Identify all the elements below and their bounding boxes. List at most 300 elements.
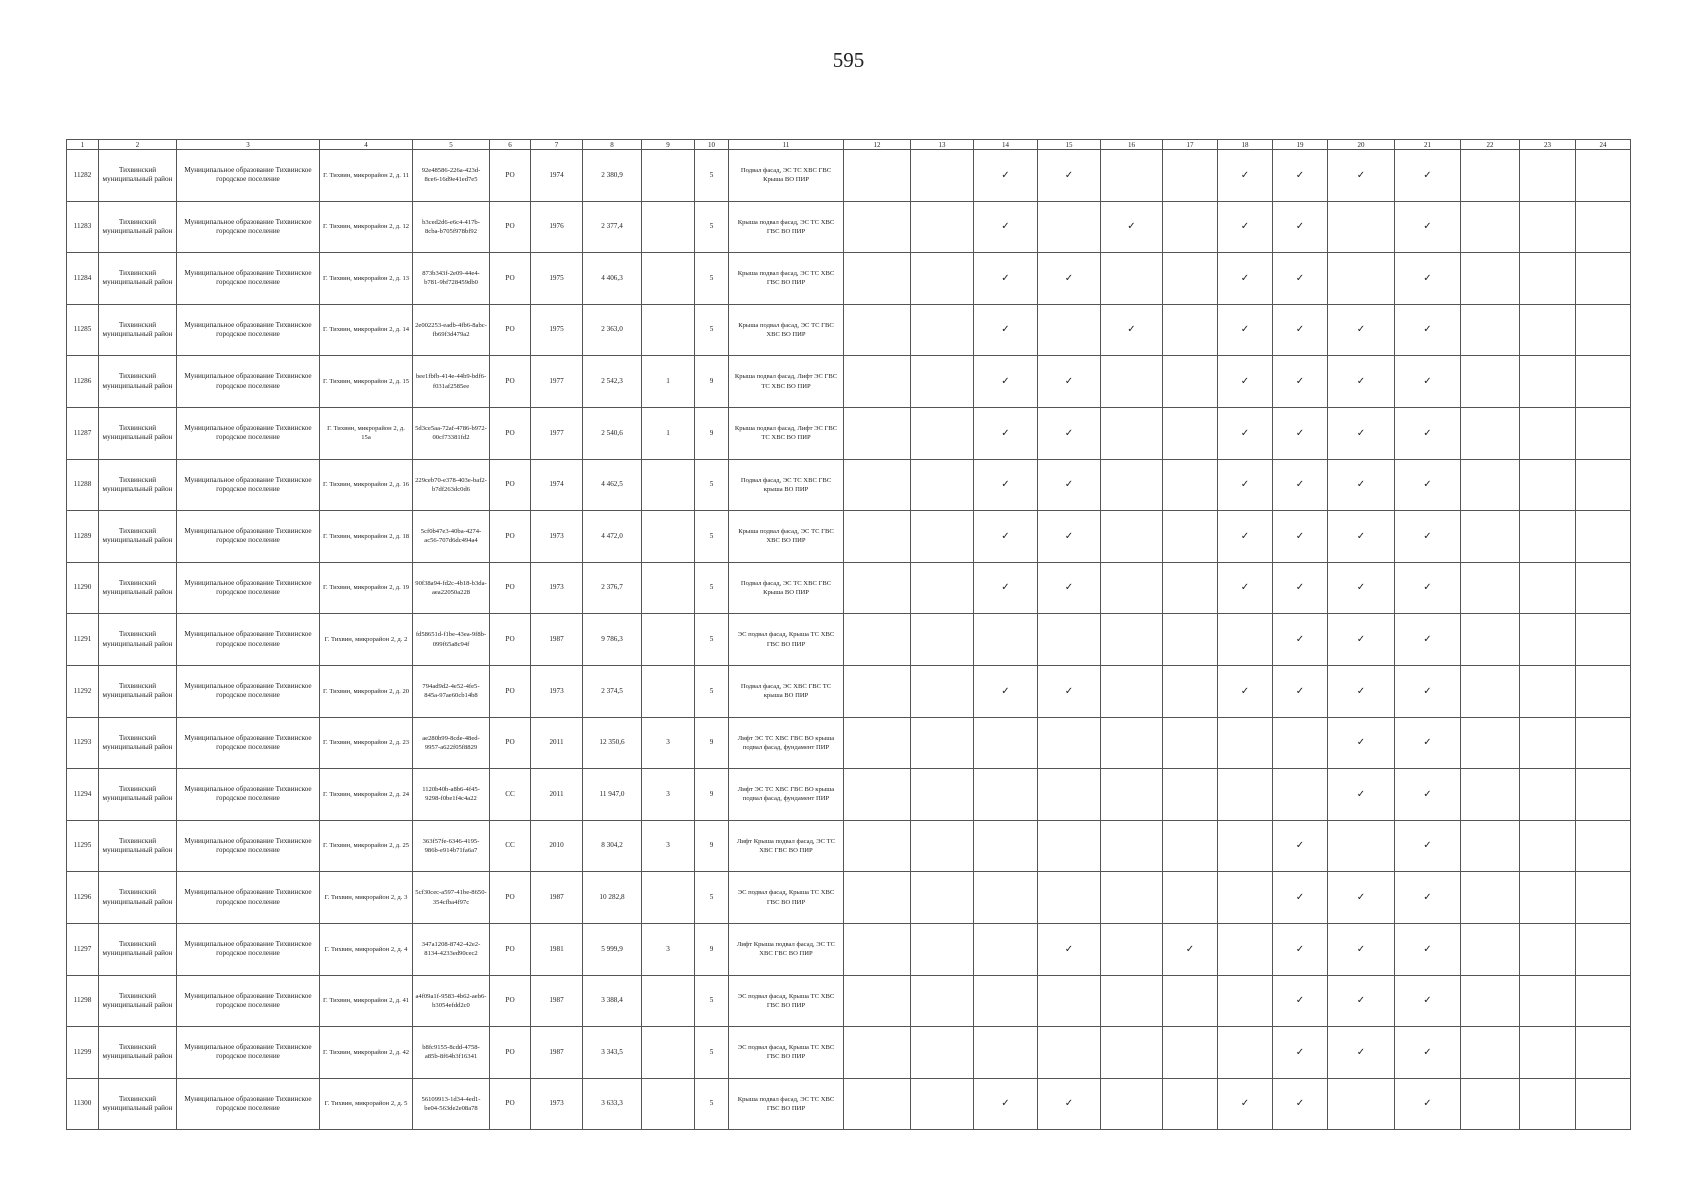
check-mark-icon: ✓ [1038,150,1101,202]
empty-cell [1101,562,1163,614]
empty-cell [1520,717,1576,769]
house-id-cell: 794ad9d2-4e52-4fe5-845a-97ae60cb14b8 [413,665,490,717]
empty-cell [1461,717,1520,769]
empty-cell [1328,201,1395,253]
elevator-count-cell: 3 [642,923,695,975]
empty-cell [1038,1027,1101,1079]
empty-cell [911,356,974,408]
column-number-14: 14 [974,140,1038,150]
empty-cell [1520,614,1576,666]
empty-cell [1520,150,1576,202]
year-built-cell: 1987 [531,872,583,924]
fund-form-cell: РО [490,975,531,1027]
fund-form-cell: РО [490,1078,531,1130]
empty-cell [911,614,974,666]
check-mark-icon: ✓ [1395,407,1461,459]
year-built-cell: 1981 [531,923,583,975]
empty-cell [1163,511,1218,563]
district-cell: Тихвинский муниципальный район [99,562,177,614]
row-number-cell: 11287 [67,407,99,459]
floors-cell: 9 [695,820,729,872]
empty-cell [1328,1078,1395,1130]
check-mark-icon: ✓ [1328,1027,1395,1079]
empty-cell [1461,459,1520,511]
municipality-cell: Муниципальное образование Тихвинское городское поселение [177,975,320,1027]
empty-cell [974,769,1038,821]
empty-cell [1101,614,1163,666]
check-mark-icon: ✓ [1395,614,1461,666]
column-number-18: 18 [1218,140,1273,150]
empty-cell [911,562,974,614]
empty-cell [1520,562,1576,614]
fund-form-cell: РО [490,1027,531,1079]
empty-cell [1461,201,1520,253]
works-list-cell: Крыша подвал фасад, ЭС ТС ГВС ХВС ВО ПИР [729,304,844,356]
fund-form-cell: РО [490,717,531,769]
fund-form-cell: РО [490,511,531,563]
check-mark-icon: ✓ [1273,975,1328,1027]
check-mark-icon: ✓ [1038,407,1101,459]
table-row [67,201,1631,253]
district-cell: Тихвинский муниципальный район [99,820,177,872]
empty-cell [1461,872,1520,924]
floors-cell: 9 [695,717,729,769]
check-mark-icon: ✓ [1273,201,1328,253]
check-mark-icon: ✓ [1395,201,1461,253]
table-row [67,975,1631,1027]
year-built-cell: 1973 [531,511,583,563]
empty-cell [1520,511,1576,563]
empty-cell [911,150,974,202]
house-id-cell: 92e48586-226a-423d-8ce6-16d9e41ed7e5 [413,150,490,202]
empty-cell [844,769,911,821]
table-row [67,562,1631,614]
address-cell: Г. Тихвин, микрорайон 2, д. 24 [320,769,413,821]
check-mark-icon: ✓ [1328,150,1395,202]
empty-cell [911,1078,974,1130]
column-number-21: 21 [1395,140,1461,150]
house-id-cell: a4f09a1f-9583-4b62-aeb6-b3054efdd2c0 [413,975,490,1027]
address-cell: Г. Тихвин, микрорайон 2, д. 14 [320,304,413,356]
district-cell: Тихвинский муниципальный район [99,304,177,356]
municipality-cell: Муниципальное образование Тихвинское городское поселение [177,150,320,202]
empty-cell [1328,820,1395,872]
empty-cell [1273,769,1328,821]
check-mark-icon: ✓ [1328,459,1395,511]
works-list-cell: Лифт ЭС ТС ХВС ГВС ВО крыша подвал фасад, фундамент ПИР [729,769,844,821]
area-cell: 4 472,0 [583,511,642,563]
empty-cell [1576,562,1631,614]
column-number-10: 10 [695,140,729,150]
empty-cell [1101,150,1163,202]
check-mark-icon: ✓ [1218,304,1273,356]
check-mark-icon: ✓ [1038,923,1101,975]
empty-cell [911,717,974,769]
empty-cell [1328,253,1395,305]
check-mark-icon: ✓ [1218,562,1273,614]
row-number-cell: 11293 [67,717,99,769]
works-list-cell: Подвал фасад, ЭС ТС ХВС ГВС Крыша ВО ПИР [729,150,844,202]
floors-cell: 9 [695,769,729,821]
column-number-9: 9 [642,140,695,150]
empty-cell [974,820,1038,872]
empty-cell [911,407,974,459]
table-row [67,407,1631,459]
house-id-cell: 5cf30cec-a597-41be-8650-354cfba4f97c [413,872,490,924]
year-built-cell: 1977 [531,356,583,408]
empty-cell [974,614,1038,666]
floors-cell: 9 [695,407,729,459]
empty-cell [1461,975,1520,1027]
elevator-count-cell [642,201,695,253]
check-mark-icon: ✓ [1218,356,1273,408]
address-cell: Г. Тихвин, микрорайон 2, д. 42 [320,1027,413,1079]
area-cell: 2 376,7 [583,562,642,614]
check-mark-icon: ✓ [1328,511,1395,563]
municipality-cell: Муниципальное образование Тихвинское городское поселение [177,665,320,717]
check-mark-icon: ✓ [1038,665,1101,717]
fund-form-cell: РО [490,407,531,459]
check-mark-icon: ✓ [1328,407,1395,459]
table-row [67,253,1631,305]
empty-cell [1576,459,1631,511]
check-mark-icon: ✓ [1273,665,1328,717]
floors-cell: 5 [695,150,729,202]
municipality-cell: Муниципальное образование Тихвинское городское поселение [177,459,320,511]
floors-cell: 5 [695,872,729,924]
empty-cell [1520,201,1576,253]
empty-cell [1520,820,1576,872]
row-number-cell: 11286 [67,356,99,408]
district-cell: Тихвинский муниципальный район [99,1078,177,1130]
empty-cell [1163,356,1218,408]
empty-cell [1101,872,1163,924]
check-mark-icon: ✓ [1038,253,1101,305]
year-built-cell: 2010 [531,820,583,872]
check-mark-icon: ✓ [1163,923,1218,975]
empty-cell [1038,975,1101,1027]
empty-cell [911,665,974,717]
check-mark-icon: ✓ [1395,150,1461,202]
year-built-cell: 2011 [531,717,583,769]
empty-cell [974,717,1038,769]
area-cell: 9 786,3 [583,614,642,666]
check-mark-icon: ✓ [1218,1078,1273,1130]
column-number-1: 1 [67,140,99,150]
check-mark-icon: ✓ [1273,820,1328,872]
empty-cell [1163,150,1218,202]
municipality-cell: Муниципальное образование Тихвинское городское поселение [177,201,320,253]
check-mark-icon: ✓ [1395,1078,1461,1130]
row-number-cell: 11282 [67,150,99,202]
check-mark-icon: ✓ [1273,304,1328,356]
area-cell: 2 540,6 [583,407,642,459]
empty-cell [1520,1027,1576,1079]
district-cell: Тихвинский муниципальный район [99,769,177,821]
address-cell: Г. Тихвин, микрорайон 2, д. 18 [320,511,413,563]
year-built-cell: 1975 [531,253,583,305]
empty-cell [1218,820,1273,872]
house-id-cell: 5cf0b47e3-40ba-4274-ac56-707d6dc494a4 [413,511,490,563]
check-mark-icon: ✓ [1218,511,1273,563]
empty-cell [1038,820,1101,872]
year-built-cell: 1973 [531,562,583,614]
empty-cell [1101,356,1163,408]
elevator-count-cell [642,614,695,666]
elevator-count-cell [642,150,695,202]
municipality-cell: Муниципальное образование Тихвинское городское поселение [177,923,320,975]
empty-cell [911,923,974,975]
municipality-cell: Муниципальное образование Тихвинское городское поселение [177,872,320,924]
check-mark-icon: ✓ [1273,150,1328,202]
municipality-cell: Муниципальное образование Тихвинское городское поселение [177,717,320,769]
works-list-cell: Подвал фасад, ЭС ТС ХВС ГВС крыша ВО ПИР [729,459,844,511]
works-list-cell: Подвал фасад, ЭС ТС ХВС ГВС Крыша ВО ПИР [729,562,844,614]
floors-cell: 9 [695,923,729,975]
district-cell: Тихвинский муниципальный район [99,459,177,511]
column-number-17: 17 [1163,140,1218,150]
municipality-cell: Муниципальное образование Тихвинское городское поселение [177,769,320,821]
address-cell: Г. Тихвин, микрорайон 2, д. 12 [320,201,413,253]
empty-cell [1218,923,1273,975]
empty-cell [844,665,911,717]
works-list-cell: Лифт Крыша подвал фасад, ЭС ТС ХВС ГВС ВО ПИР [729,820,844,872]
elevator-count-cell [642,665,695,717]
municipality-cell: Муниципальное образование Тихвинское городское поселение [177,820,320,872]
works-list-cell: Подвал фасад, ЭС ХВС ГВС ТС крыша ВО ПИР [729,665,844,717]
check-mark-icon: ✓ [1038,1078,1101,1130]
house-id-cell: b3ced2d6-e6c4-417b-8cba-b705f978bf92 [413,201,490,253]
elevator-count-cell: 3 [642,820,695,872]
elevator-count-cell: 3 [642,769,695,821]
fund-form-cell: РО [490,459,531,511]
empty-cell [844,150,911,202]
check-mark-icon: ✓ [974,459,1038,511]
empty-cell [1101,717,1163,769]
municipality-cell: Муниципальное образование Тихвинское городское поселение [177,511,320,563]
empty-cell [1576,769,1631,821]
works-list-cell: Крыша подвал фасад, ЭС ТС ГВС ХВС ВО ПИР [729,511,844,563]
empty-cell [1038,717,1101,769]
empty-cell [911,459,974,511]
empty-cell [1576,975,1631,1027]
check-mark-icon: ✓ [1273,1027,1328,1079]
fund-form-cell: РО [490,923,531,975]
column-number-24: 24 [1576,140,1631,150]
table-row [67,614,1631,666]
floors-cell: 5 [695,459,729,511]
area-cell: 3 633,3 [583,1078,642,1130]
house-id-cell: 2e002253-eadb-4fb6-8abc-fb69f3d479a2 [413,304,490,356]
area-cell: 10 282,8 [583,872,642,924]
empty-cell [1576,253,1631,305]
check-mark-icon: ✓ [1101,304,1163,356]
row-number-cell: 11295 [67,820,99,872]
check-mark-icon: ✓ [974,562,1038,614]
empty-cell [1520,459,1576,511]
empty-cell [1520,872,1576,924]
empty-cell [1163,820,1218,872]
floors-cell: 5 [695,1027,729,1079]
municipality-cell: Муниципальное образование Тихвинское городское поселение [177,614,320,666]
empty-cell [911,975,974,1027]
row-number-cell: 11289 [67,511,99,563]
check-mark-icon: ✓ [1101,201,1163,253]
empty-cell [1461,769,1520,821]
elevator-count-cell [642,253,695,305]
check-mark-icon: ✓ [1395,356,1461,408]
works-list-cell: Крыша подвал фасад, Лифт ЭС ГВС ТС ХВС ВО ПИР [729,407,844,459]
empty-cell [1461,820,1520,872]
empty-cell [1101,769,1163,821]
empty-cell [1038,872,1101,924]
works-list-cell: Крыша подвал фасад, ЭС ТС ХВС ГВС ВО ПИР [729,201,844,253]
area-cell: 3 343,5 [583,1027,642,1079]
empty-cell [1576,614,1631,666]
year-built-cell: 1974 [531,150,583,202]
check-mark-icon: ✓ [1395,820,1461,872]
municipality-cell: Муниципальное образование Тихвинское городское поселение [177,407,320,459]
check-mark-icon: ✓ [1395,511,1461,563]
empty-cell [1576,201,1631,253]
works-list-cell: ЭС подвал фасад, Крыша ТС ХВС ГВС ВО ПИР [729,1027,844,1079]
fund-form-cell: РО [490,872,531,924]
row-number-cell: 11298 [67,975,99,1027]
empty-cell [1576,304,1631,356]
address-cell: Г. Тихвин, микрорайон 2, д. 25 [320,820,413,872]
area-cell: 2 542,3 [583,356,642,408]
municipality-cell: Муниципальное образование Тихвинское городское поселение [177,1078,320,1130]
check-mark-icon: ✓ [1273,459,1328,511]
check-mark-icon: ✓ [974,356,1038,408]
district-cell: Тихвинский муниципальный район [99,872,177,924]
empty-cell [1163,459,1218,511]
column-number-20: 20 [1328,140,1395,150]
table-row [67,356,1631,408]
check-mark-icon: ✓ [1273,511,1328,563]
column-number-23: 23 [1520,140,1576,150]
empty-cell [911,304,974,356]
check-mark-icon: ✓ [1395,459,1461,511]
house-id-cell: fd58651d-f1be-43ea-9f8b-099f65a8c94f [413,614,490,666]
empty-cell [844,923,911,975]
address-cell: Г. Тихвин, микрорайон 2, д. 5 [320,1078,413,1130]
floors-cell: 5 [695,253,729,305]
district-cell: Тихвинский муниципальный район [99,975,177,1027]
row-number-cell: 11299 [67,1027,99,1079]
check-mark-icon: ✓ [1273,356,1328,408]
empty-cell [1461,407,1520,459]
table-body [67,150,1631,1130]
house-id-cell: 873b343f-2e09-44e4-b781-9bf728459db0 [413,253,490,305]
municipality-cell: Муниципальное образование Тихвинское городское поселение [177,356,320,408]
empty-cell [1576,665,1631,717]
fund-form-cell: РО [490,201,531,253]
works-list-cell: Крыша подвал фасад, ЭС ТС ХВС ГВС ВО ПИР [729,1078,844,1130]
fund-form-cell: РО [490,665,531,717]
district-cell: Тихвинский муниципальный район [99,356,177,408]
column-number-15: 15 [1038,140,1101,150]
page-number: 595 [832,48,865,72]
empty-cell [844,407,911,459]
fund-form-cell: СС [490,820,531,872]
table-row [67,769,1631,821]
empty-cell [844,459,911,511]
check-mark-icon: ✓ [1395,717,1461,769]
house-id-cell: ae280b99-8cde-48ed-9957-a622f05f8829 [413,717,490,769]
column-number-7: 7 [531,140,583,150]
district-cell: Тихвинский муниципальный район [99,923,177,975]
address-cell: Г. Тихвин, микрорайон 2, д. 19 [320,562,413,614]
address-cell: Г. Тихвин, микрорайон 2, д. 11 [320,150,413,202]
row-number-cell: 11294 [67,769,99,821]
works-list-cell: ЭС подвал фасад, Крыша ТС ХВС ГВС ВО ПИР [729,614,844,666]
empty-cell [844,304,911,356]
check-mark-icon: ✓ [1328,975,1395,1027]
check-mark-icon: ✓ [1395,304,1461,356]
empty-cell [1520,304,1576,356]
empty-cell [844,1027,911,1079]
column-number-22: 22 [1461,140,1520,150]
empty-cell [1218,1027,1273,1079]
area-cell: 2 377,4 [583,201,642,253]
empty-cell [1038,769,1101,821]
year-built-cell: 1987 [531,975,583,1027]
district-cell: Тихвинский муниципальный район [99,407,177,459]
empty-cell [1101,1027,1163,1079]
check-mark-icon: ✓ [1038,511,1101,563]
empty-cell [1038,614,1101,666]
empty-cell [844,1078,911,1130]
works-list-cell: Лифт Крыша подвал фасад, ЭС ТС ХВС ГВС ВО ПИР [729,923,844,975]
check-mark-icon: ✓ [1395,665,1461,717]
floors-cell: 5 [695,614,729,666]
empty-cell [1520,407,1576,459]
municipality-cell: Муниципальное образование Тихвинское городское поселение [177,253,320,305]
district-cell: Тихвинский муниципальный район [99,253,177,305]
elevator-count-cell [642,975,695,1027]
empty-cell [1163,304,1218,356]
empty-cell [1576,1027,1631,1079]
empty-cell [1576,150,1631,202]
column-number-19: 19 [1273,140,1328,150]
check-mark-icon: ✓ [974,304,1038,356]
floors-cell: 5 [695,201,729,253]
district-cell: Тихвинский муниципальный район [99,201,177,253]
house-id-cell: 347a1208-8742-42e2-8134-4233ed90cec2 [413,923,490,975]
area-cell: 4 406,3 [583,253,642,305]
empty-cell [1461,614,1520,666]
year-built-cell: 1975 [531,304,583,356]
elevator-count-cell [642,1027,695,1079]
elevator-count-cell [642,872,695,924]
empty-cell [844,614,911,666]
area-cell: 3 388,4 [583,975,642,1027]
empty-cell [844,356,911,408]
municipality-cell: Муниципальное образование Тихвинское городское поселение [177,1027,320,1079]
empty-cell [911,769,974,821]
area-cell: 2 363,0 [583,304,642,356]
fund-form-cell: СС [490,769,531,821]
address-cell: Г. Тихвин, микрорайон 2, д. 20 [320,665,413,717]
empty-cell [844,562,911,614]
municipality-cell: Муниципальное образование Тихвинское городское поселение [177,304,320,356]
row-number-cell: 11291 [67,614,99,666]
empty-cell [1576,872,1631,924]
check-mark-icon: ✓ [974,407,1038,459]
capital-repair-table [66,139,1631,1130]
check-mark-icon: ✓ [1395,872,1461,924]
